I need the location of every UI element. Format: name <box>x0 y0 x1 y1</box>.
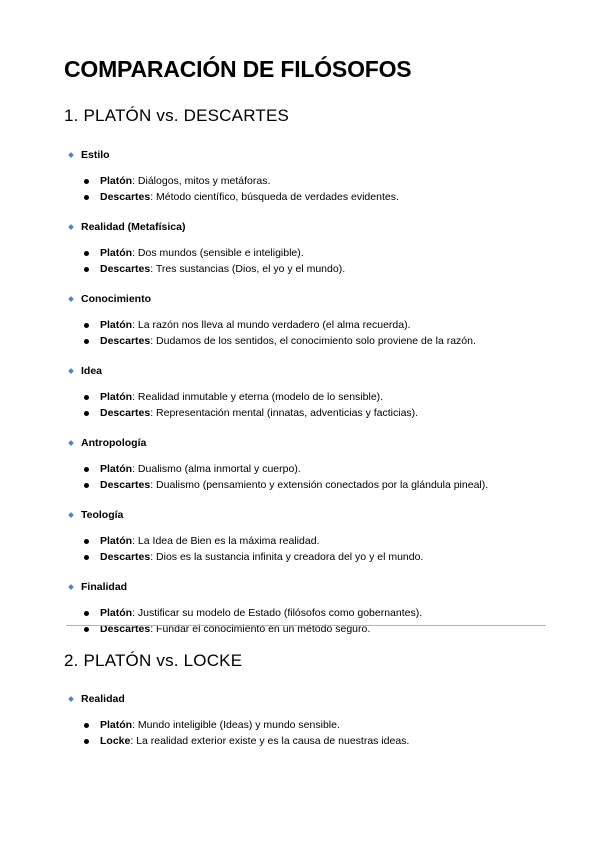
philosopher-name: Platón <box>100 535 133 547</box>
topic-heading <box>64 292 554 306</box>
bullet-dot-icon <box>84 395 89 400</box>
philosopher-name: Descartes <box>100 263 151 275</box>
item-text: : Diálogos, mitos y metáforas. <box>132 175 271 187</box>
list-item <box>64 461 554 477</box>
item-text: : Tres sustancias (Dios, el yo y el mundo). <box>150 263 346 275</box>
list-item <box>64 173 554 189</box>
bullet-dot-icon <box>84 611 89 616</box>
diamond-bullet-icon <box>68 296 74 302</box>
comparison-list <box>64 533 554 565</box>
item-text: : Fundar el conocimiento en un método seguro. <box>150 623 371 635</box>
list-item <box>64 621 554 637</box>
item-text: : Mundo inteligible (Ideas) y mundo sensible. <box>132 719 340 731</box>
item-text: : Dualismo (pensamiento y extensión conectados por la glándula pineal). <box>150 479 489 491</box>
topic-label: Conocimiento <box>81 293 151 305</box>
comparison-list <box>64 389 554 421</box>
bullet-dot-icon <box>84 195 89 200</box>
diamond-bullet-icon <box>68 584 74 590</box>
list-item <box>64 245 554 261</box>
bullet-dot-icon <box>84 467 89 472</box>
comparison-list <box>64 245 554 277</box>
list-item <box>64 477 554 493</box>
section-platon-descartes <box>64 106 554 637</box>
philosopher-name: Descartes <box>100 623 151 635</box>
item-text: : La Idea de Bien es la máxima realidad. <box>132 535 320 547</box>
list-item <box>64 405 554 421</box>
section-heading: 2. PLATÓN vs. LOCKE <box>64 651 243 670</box>
bullet-dot-icon <box>84 251 89 256</box>
comparison-list <box>64 717 554 749</box>
bullet-dot-icon <box>84 627 89 632</box>
topic-label: Teología <box>81 509 124 521</box>
topic <box>64 508 554 565</box>
diamond-bullet-icon <box>68 152 74 158</box>
item-text: : Método científico, búsqueda de verdades evidentes. <box>150 191 399 203</box>
philosopher-name: Descartes <box>100 479 151 491</box>
topic-heading <box>64 220 554 234</box>
philosopher-name: Locke <box>100 735 131 747</box>
topic-label: Finalidad <box>81 581 128 593</box>
philosopher-name: Descartes <box>100 335 151 347</box>
list-item <box>64 261 554 277</box>
philosopher-name: Platón <box>100 607 133 619</box>
topic <box>64 364 554 421</box>
topic-heading <box>64 580 554 594</box>
item-text: : Dudamos de los sentidos, el conocimiento solo proviene de la razón. <box>150 335 476 347</box>
comparison-list <box>64 461 554 493</box>
bullet-dot-icon <box>84 339 89 344</box>
section-heading: 1. PLATÓN vs. DESCARTES <box>64 106 290 125</box>
topic-label: Realidad <box>81 693 125 705</box>
topic-label: Estilo <box>81 149 110 161</box>
bullet-dot-icon <box>84 723 89 728</box>
topic-heading <box>64 692 554 706</box>
topic-list <box>64 692 554 749</box>
topic <box>64 692 554 749</box>
list-item <box>64 605 554 621</box>
bullet-dot-icon <box>84 323 89 328</box>
topic-heading <box>64 508 554 522</box>
diamond-bullet-icon <box>68 368 74 374</box>
topic <box>64 292 554 349</box>
topic-label: Idea <box>81 365 103 377</box>
philosopher-name: Platón <box>100 247 133 259</box>
diamond-bullet-icon <box>68 512 74 518</box>
list-item <box>64 549 554 565</box>
item-text: : Realidad inmutable y eterna (modelo de lo sensible). <box>132 391 384 403</box>
item-text: : Dios es la sustancia infinita y creadora del yo y el mundo. <box>150 551 424 563</box>
topic-label: Realidad (Metafísica) <box>81 221 186 233</box>
philosopher-name: Platón <box>100 319 133 331</box>
bullet-dot-icon <box>84 267 89 272</box>
list-item <box>64 317 554 333</box>
comparison-list <box>64 317 554 349</box>
item-text: : Justificar su modelo de Estado (filósofos como gobernantes). <box>132 607 423 619</box>
topic <box>64 220 554 277</box>
list-item <box>64 533 554 549</box>
diamond-bullet-icon <box>68 440 74 446</box>
topic <box>64 580 554 637</box>
item-text: : Representación mental (innatas, adventicias y facticias). <box>150 407 419 419</box>
philosopher-name: Descartes <box>100 551 151 563</box>
comparison-list <box>64 605 554 637</box>
bullet-dot-icon <box>84 739 89 744</box>
bullet-dot-icon <box>84 539 89 544</box>
diamond-bullet-icon <box>68 696 74 702</box>
bullet-dot-icon <box>84 411 89 416</box>
philosopher-name: Platón <box>100 391 133 403</box>
topic-heading <box>64 436 554 450</box>
bullet-dot-icon <box>84 483 89 488</box>
topic-list <box>64 148 554 637</box>
list-item <box>64 333 554 349</box>
topic-label: Antropología <box>81 437 147 449</box>
section-platon-locke <box>64 651 554 749</box>
philosopher-name: Descartes <box>100 191 151 203</box>
item-text: : La realidad exterior existe y es la causa de nuestras ideas. <box>130 735 410 747</box>
philosopher-name: Platón <box>100 463 133 475</box>
item-text: : Dualismo (alma inmortal y cuerpo). <box>132 463 301 475</box>
topic <box>64 148 554 205</box>
diamond-bullet-icon <box>68 224 74 230</box>
topic <box>64 436 554 493</box>
comparison-list <box>64 173 554 205</box>
list-item <box>64 717 554 733</box>
list-item <box>64 389 554 405</box>
philosopher-name: Platón <box>100 719 133 731</box>
bullet-dot-icon <box>84 179 89 184</box>
topic-heading <box>64 148 554 162</box>
philosopher-name: Platón <box>100 175 133 187</box>
topic-heading <box>64 364 554 378</box>
list-item <box>64 733 554 749</box>
item-text: : La razón nos lleva al mundo verdadero (el alma recuerda). <box>132 319 411 331</box>
section-divider <box>66 625 546 626</box>
page-title: COMPARACIÓN DE FILÓSOFOS <box>64 56 412 82</box>
philosopher-name: Descartes <box>100 407 151 419</box>
bullet-dot-icon <box>84 555 89 560</box>
item-text: : Dos mundos (sensible e inteligible). <box>132 247 304 259</box>
list-item <box>64 189 554 205</box>
